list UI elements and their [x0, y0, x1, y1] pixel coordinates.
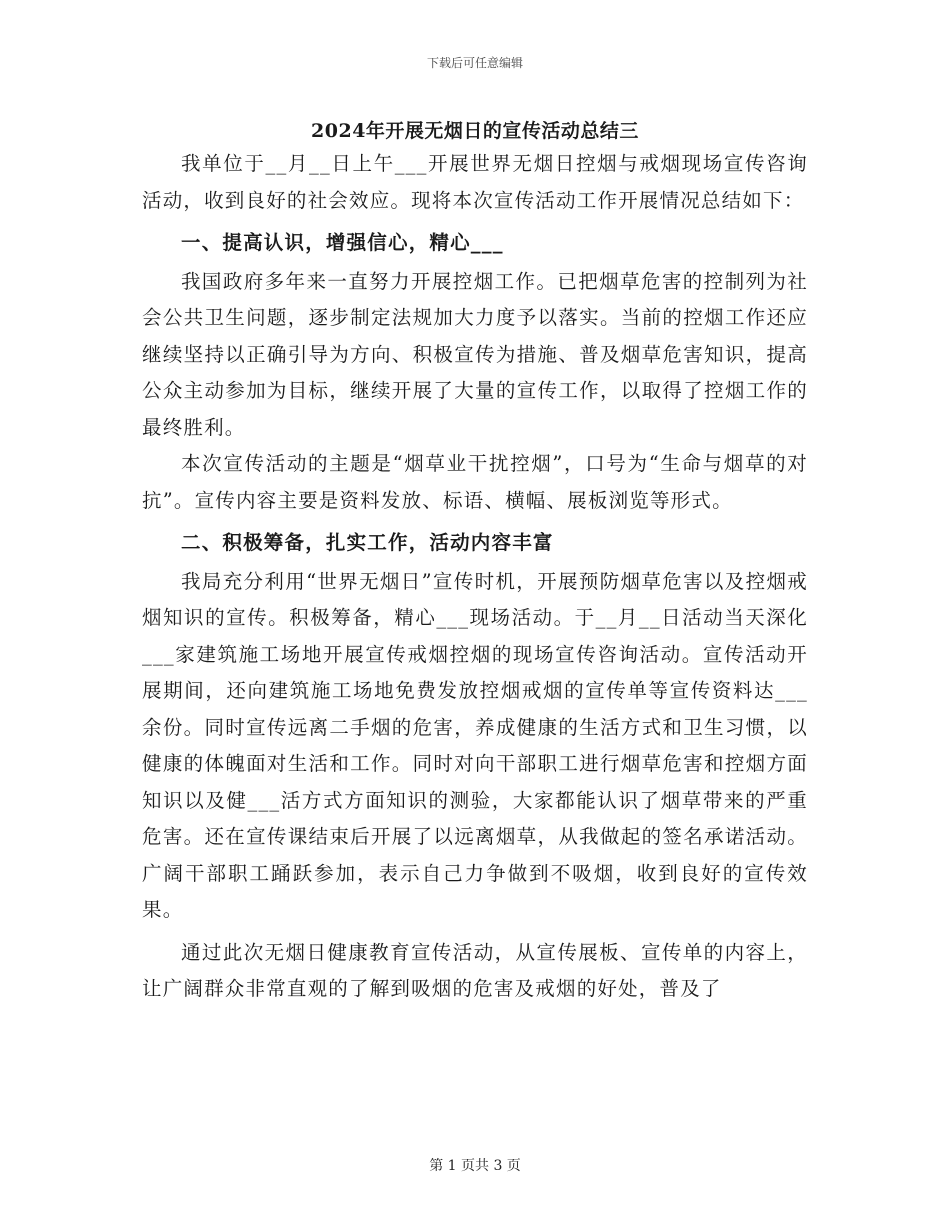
section-heading-1: 一、提高认识，增强信心，精心___ [181, 231, 504, 254]
document-body [142, 146, 808, 1008]
body-paragraph: 通过此次无烟日健康教育宣传活动，从宣传展板、宣传单的内容上，让广阔群众非常直观的了解到吸烟的危害及戒烟的好处，普及了 [142, 940, 808, 1000]
body-paragraph: 本次宣传活动的主题是“烟草业干扰控烟”，口号为“生命与烟草的对抗”。宣传内容主要是资料发放、标语、横幅、展板浏览等形式。 [142, 452, 808, 512]
page-header-note: 下载后可任意编辑 [426, 56, 523, 70]
body-paragraph: 我局充分利用“世界无烟日”宣传时机，开展预防烟草危害以及控烟戒烟知识的宣传。积极筹备，精心___现场活动。于__月__日活动当天深化___家建筑施工场地开展宣传戒烟控烟的现场宣传咨询活动。宣传活动开展期间，还向建筑施工场地免费发放控烟戒烟的宣传单等宣传资料达___余份。同时宣传远离二手烟的危害，养成健康的生活方式和卫生习惯，以健康的体魄面对生活和工作。同时对向干部职工进行烟草危害和控烟方面知识以及健___活方式方面知识的测验，大家都能认识了烟草带来的严重危害。还在宣传课结束后开展了以远离烟草，从我做起的签名承诺活动。广阔干部职工踊跃参加，表示自己力争做到不吸烟，收到良好的宣传效果。 [142, 569, 808, 921]
page-number-footer: 第 1 页共 3 页 [429, 1158, 521, 1174]
section-heading-2: 二、积极筹备，扎实工作，活动内容丰富 [181, 531, 554, 554]
document-title: 2024年开展无烟日的宣传活动总结三 [311, 120, 639, 142]
intro-paragraph: 我单位于__月__日上午___开展世界无烟日控烟与戒烟现场宣传咨询活动，收到良好的社会效应。现将本次宣传活动工作开展情况总结如下： [142, 152, 808, 212]
body-paragraph: 我国政府多年来一直努力开展控烟工作。已把烟草危害的控制列为社会公共卫生问题，逐步制定法规加大力度予以落实。当前的控烟工作还应继续坚持以正确引导为方向、积极宣传为措施、普及烟草危害知识，提高公众主动参加为目标，继续开展了大量的宣传工作，以取得了控烟工作的最终胜利。 [142, 269, 808, 439]
